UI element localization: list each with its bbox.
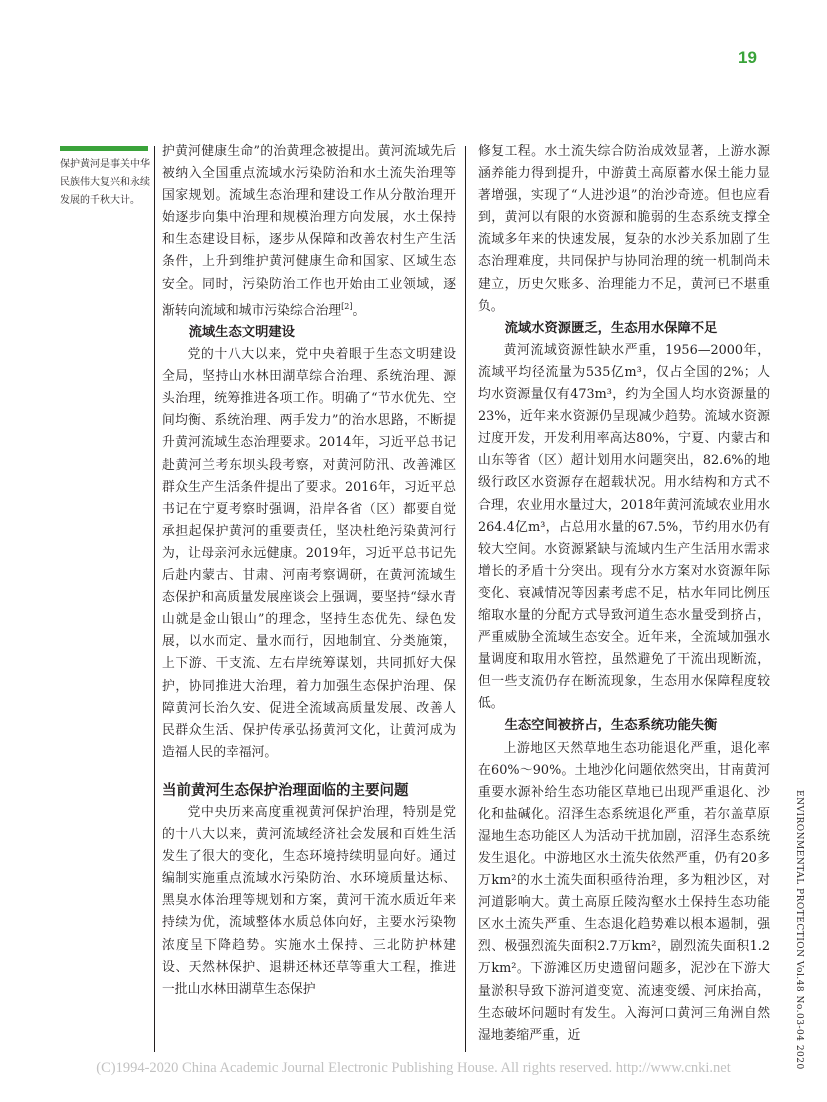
sidebar-accent-bar bbox=[60, 146, 148, 151]
right-column bbox=[478, 141, 770, 1047]
column-divider-middle bbox=[465, 146, 466, 1052]
left-column bbox=[162, 141, 456, 1001]
reference-marker[interactable]: [2] bbox=[341, 301, 353, 311]
ecological-space-paragraph: 上游地区天然草地生态功能退化严重，退化率在60%～90%。土地沙化问题依然突出，甘南黄河重要水源补给生态功能区草地已出现严重退化、沙化和盐碱化。沼泽生态系统退化严重，若尔盖草原湿地生态功能区人为活动干扰加剧，沼泽生态系统发生退化。中游地区水土流失依然严重，仍有20多万km²的水土流失面积亟待治理，多为粗沙区，对河道影响大。黄土高原丘陵沟壑水土保持生态功能区水土流失严重、生态退化趋势难以根本遏制，强烈、极强烈流失面积2.7万km²，剧烈流失面积1.2万km²。下游滩区历史遗留问题多，泥沙在下游大量淤积导致下游河道变宽、流速变缓、河床抬高，生态破坏问题时有发生。入海河口黄河三角洲自然湿地萎缩严重，近 bbox=[478, 740, 770, 1043]
heading-ecological-space: 生态空间被挤占，生态系统功能失衡 bbox=[504, 718, 718, 734]
main-problems-paragraph: 党中央历来高度重视黄河保护治理，特别是党的十八大以来，黄河流域经济社会发展和百姓生活发生了很大的变化，生态环境持续明显向好。通过编制实施重点流域水污染防治、水环境质量达标、黑臭水体治理等规划和方案，黄河干流水质近年来持续为优，流域整体水质总体向好，主要水污染物浓度呈下降趋势。实施水土保持、三北防护林建设、天然林保护、退耕还林还草等重大工程，推进一批山水林田湖草生态保护 bbox=[162, 804, 456, 997]
journal-running-title: ENVIRONMENTAL PROTECTION Vol.48 No.03-04 2020 bbox=[794, 790, 804, 1070]
heading-water-shortage: 流域水资源匮乏，生态用水保障不足 bbox=[504, 320, 718, 336]
page-number: 19 bbox=[738, 48, 757, 67]
ecological-civilization-paragraph: 党的十八大以来，党中央着眼于生态文明建设全局，坚持山水林田湖草综合治理、系统治理、源头治理，统筹推进各项工作。明确了“节水优先、空间均衡、系统治理、两手发力”的治水思路，不断提升黄河流域生态治理要求。2014年，习近平总书记赴黄河兰考东坝头段考察，对黄河防汛、改善滩区群众生产生活条件提出了要求。2016年，习近平总书记在宁夏考察时强调，沿岸各省（区）都要自觉承担起保护黄河的重要责任，坚决杜绝污染黄河行为，让母亲河永远健康。2019年，习近平总书记先后赴内蒙古、甘肃、河南考察调研，在黄河流域生态保护和高质量发展座谈会上强调，要坚持“绿水青山就是金山银山”的理念，坚持生态优先、绿色发展，以水而定、量水而行，因地制宜、分类施策，上下游、干支流、左右岸统筹谋划，共同抓好大保护，协同推进大治理，着力加强生态保护治理、保障黄河长治久安、促进全流域高质量发展、改善人民群众生活、保护传承弘扬黄河文化，让黄河成为造福人民的幸福河。 bbox=[162, 347, 456, 760]
copyright-footer: (C)1994-2020 China Academic Journal Electronic Publishing House. All rights reserved. http://www.cnki.net bbox=[96, 1060, 731, 1076]
continued-paragraph: 修复工程。水土流失综合防治成效显著，上游水源涵养能力得到提升，中游黄土高原蓄水保土能力显著增强，实现了“人进沙退”的治沙奇迹。但也应看到，黄河以有限的水资源和脆弱的生态系统支撑全流域多年来的快速发展，复杂的水沙关系加剧了生态治理难度，共同保护与协同治理的统一机制尚未建立，历史欠账多、治理能力不足，黄河已不堪重负。 bbox=[478, 144, 770, 314]
sidebar-pull-quote: 保护黄河是事关中华民族伟大复兴和永续发展的千秋大计。 bbox=[60, 159, 150, 206]
section-heading-main-problems: 当前黄河生态保护治理面临的主要问题 bbox=[162, 782, 409, 799]
heading-ecological-civilization: 流域生态文明建设 bbox=[188, 325, 295, 341]
column-divider-left bbox=[154, 146, 155, 1052]
water-shortage-paragraph: 黄河流域资源性缺水严重，1956—2000年，流域平均径流量为535亿m³，仅占全国的2%；人均水资源量仅有473m³，约为全国人均水资源量的23%，近年来水资源仍呈现减少趋势。流域水资源过度开发，开发利用率高达80%，宁夏、内蒙古和山东等省（区）超计划用水问题突出，82.6%的地级行政区水资源存在超载状况。用水结构和方式不合理，农业用水量过大，2018年黄河流域农业用水264.4亿m³，占总用水量的67.5%，节约用水仍有较大空间。水资源紧缺与流域内生产生活用水需求增长的矛盾十分突出。现有分水方案对水资源年际变化、衰减情况等因素考虑不足，枯水年同比例压缩取水量的分配方式导致河道生态水量受到挤占，严重威胁全流域生态安全。近年来，全流域加强水量调度和取用水管控，虽然避免了干流出现断流，但一些支流仍存在断流现象，生态用水保障程度较低。 bbox=[478, 342, 770, 712]
intro-paragraph: 护黄河健康生命”的治黄理念被提出。黄河流域先后被纳入全国重点流域水污染防治和水土流失治理等国家规划。流域生态治理和建设工作从分散治理开始逐步向集中治理和规模治理方向发展，水土保持和生态建设目标，逐步从保障和改善农村生产生活条件，上升到维护黄河健康生命和国家、区域生态安全。同时，污染防治工作也开始由工业领域，逐渐转向流域和城市污染综合治理[2]。 bbox=[162, 144, 456, 318]
